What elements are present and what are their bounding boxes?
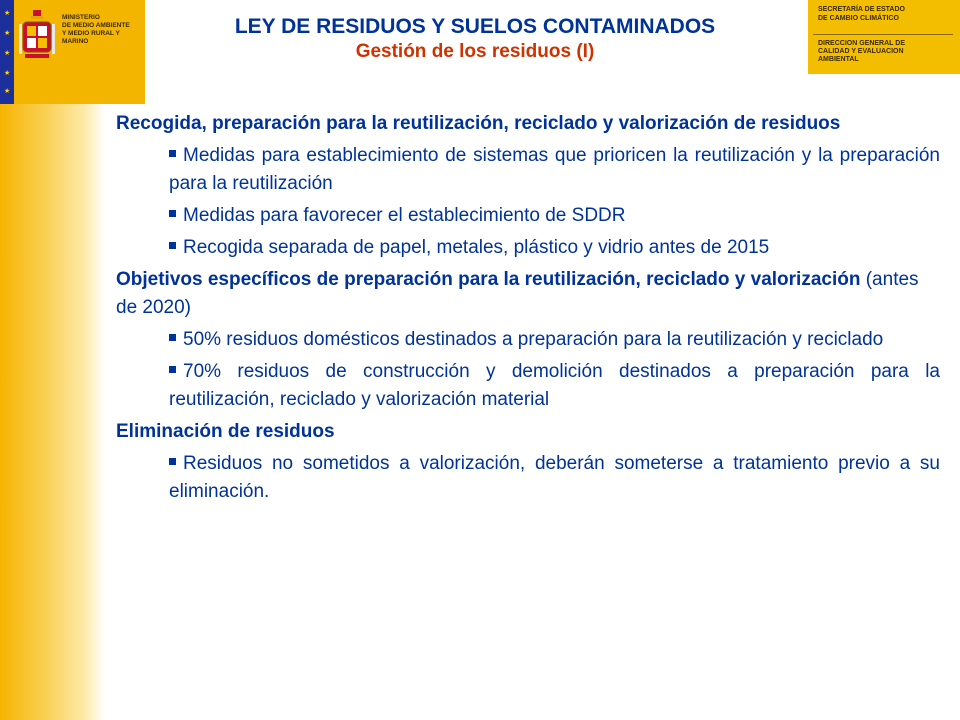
bullet-text: Medidas para favorecer el establecimiento de SDDR: [183, 205, 626, 226]
bullet-text: 50% residuos domésticos destinados a preparación para la reutilización y reciclado: [183, 329, 884, 350]
square-bullet-icon: [169, 366, 176, 373]
section-heading-text: Recogida, preparación para la reutilización, reciclado y valorización de residuos: [116, 113, 841, 134]
section-heading: [116, 266, 940, 322]
ministry-line: Y MEDIO RURAL Y MARINO: [62, 30, 120, 45]
direccion-line: AMBIENTAL: [818, 56, 859, 63]
section-heading: [116, 418, 940, 446]
square-bullet-icon: [169, 210, 176, 217]
secretaria-line: DE CAMBIO CLIMÁTICO: [818, 15, 899, 22]
slide-content: [116, 110, 940, 510]
divider: [813, 34, 953, 35]
bullet-item: [169, 358, 940, 414]
secretaria-line: SECRETARÍA DE ESTADO: [818, 6, 905, 13]
direccion-line: CALIDAD Y EVALUACION: [818, 48, 904, 55]
bullet-text: Recogida separada de papel, metales, plástico y vidrio antes de 2015: [183, 237, 770, 258]
bullet-text: Residuos no sometidos a valorización, deberán someterse a tratamiento previo a su eliminación.: [169, 453, 940, 502]
ministry-line: DE MEDIO AMBIENTE: [62, 22, 130, 29]
bullet-text: Medidas para establecimiento de sistemas que prioricen la reutilización y la preparación para la reutilización: [169, 145, 940, 194]
eu-flag-icon: ★ ★ ★ ★ ★: [0, 0, 14, 104]
square-bullet-icon: [169, 150, 176, 157]
section-heading-suffix: (antes de 2020): [116, 269, 919, 318]
direccion-line: DIRECCION GENERAL DE: [818, 40, 905, 47]
page-title: LEY DE RESIDUOS Y SUELOS CONTAMINADOS: [234, 15, 716, 38]
bullet-item: [169, 450, 940, 506]
bullet-item: [169, 326, 940, 354]
title-block: [150, 14, 800, 64]
bullet-item: [169, 142, 940, 198]
section-heading-text: Eliminación de residuos: [116, 421, 335, 442]
square-bullet-icon: [169, 458, 176, 465]
square-bullet-icon: [169, 334, 176, 341]
ministry-logo: [0, 0, 145, 104]
bullet-item: [169, 234, 940, 262]
bullet-text: 70% residuos de construcción y demolición destinados a preparación para la reutilización, reciclado y valorización material: [169, 361, 940, 410]
bullet-item: [169, 202, 940, 230]
page-subtitle: Gestión de los residuos (I): [355, 41, 595, 62]
decorative-side-band: [0, 0, 105, 720]
coat-of-arms-icon: [19, 8, 55, 66]
ministry-line: MINISTERIO: [62, 14, 100, 21]
square-bullet-icon: [169, 242, 176, 249]
ministry-name: [62, 14, 144, 46]
section-heading: [116, 110, 940, 138]
section-heading-text: Objetivos específicos de preparación para la reutilización, reciclado y valorización: [116, 269, 861, 290]
